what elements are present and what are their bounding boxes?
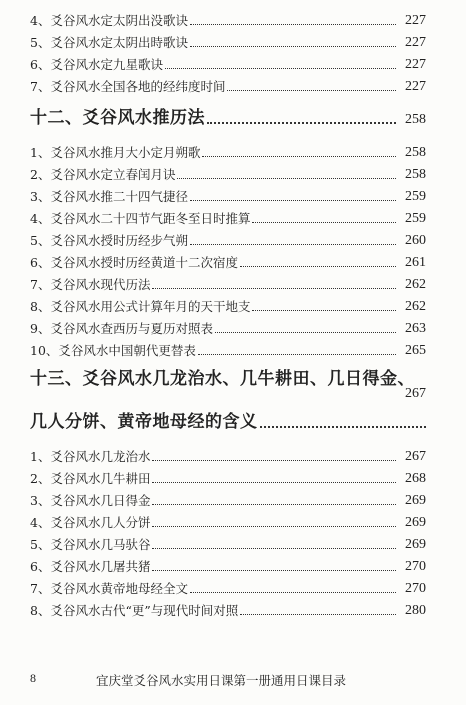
entry-page: 270 bbox=[405, 581, 426, 596]
leader-dots bbox=[190, 243, 396, 245]
entry-title: 10、爻谷风水中国朝代更替表 bbox=[30, 343, 196, 358]
entry-page: 269 bbox=[405, 493, 426, 508]
leader-dots bbox=[152, 503, 396, 505]
entry-title: 3、爻谷风水推二十四气捷径 bbox=[30, 189, 188, 204]
entry-page: 258 bbox=[405, 145, 426, 160]
leader-dots bbox=[190, 591, 396, 593]
section-title-line2: 几人分饼、黄帝地母经的含义 bbox=[30, 412, 258, 432]
leader-dots bbox=[227, 89, 396, 91]
section-title-line2-row bbox=[30, 408, 426, 432]
entry-title: 4、爻谷风水二十四节气距冬至日时推算 bbox=[30, 211, 251, 226]
toc-entry bbox=[30, 532, 426, 552]
leader-dots bbox=[198, 353, 396, 355]
entry-title: 8、爻谷风水古代“更”与现代时间对照 bbox=[30, 603, 239, 618]
entry-page: 259 bbox=[405, 211, 426, 226]
toc-entry bbox=[30, 250, 426, 270]
toc-entry bbox=[30, 488, 426, 508]
entry-page: 265 bbox=[405, 343, 426, 358]
leader-dots bbox=[152, 569, 396, 571]
section-title-line1: 十三、爻谷风水几龙治水、几牛耕田、几日得金、 bbox=[30, 369, 415, 389]
toc-entry bbox=[30, 554, 426, 574]
entry-title: 5、爻谷风水授时历经步气朔 bbox=[30, 233, 188, 248]
toc-entry bbox=[30, 510, 426, 530]
leader-dots bbox=[152, 459, 396, 461]
entry-page: 262 bbox=[405, 277, 426, 292]
toc-entry bbox=[30, 294, 426, 314]
entry-title: 6、爻谷风水定九星歌诀 bbox=[30, 57, 163, 72]
entry-title: 3、爻谷风水几日得金 bbox=[30, 493, 151, 508]
leader-dots bbox=[152, 525, 396, 527]
entry-title: 8、爻谷风水用公式计算年月的天干地支 bbox=[30, 299, 251, 314]
entry-page: 227 bbox=[405, 35, 426, 50]
toc-entry bbox=[30, 162, 426, 182]
leader-dots bbox=[152, 547, 396, 549]
section-title: 十二、爻谷风水推历法 bbox=[30, 108, 205, 128]
leader-dots bbox=[215, 331, 396, 333]
entry-title: 5、爻谷风水几马驮谷 bbox=[30, 537, 151, 552]
entry-title: 1、爻谷风水推月大小定月朔歌 bbox=[30, 145, 201, 160]
toc-entry bbox=[30, 140, 426, 160]
section-heading bbox=[30, 104, 426, 128]
entry-title: 5、爻谷风水定太阴出時歌诀 bbox=[30, 35, 188, 50]
toc-entry bbox=[30, 338, 426, 358]
page-number: 8 bbox=[30, 671, 36, 685]
entry-title: 7、爻谷风水现代历法 bbox=[30, 277, 151, 292]
entry-title: 7、爻谷风水全国各地的经纬度时间 bbox=[30, 79, 226, 94]
entry-page: 227 bbox=[405, 79, 426, 94]
leader-dots bbox=[202, 155, 396, 157]
toc-entry bbox=[30, 272, 426, 292]
leader-dots bbox=[240, 265, 396, 267]
toc-entry bbox=[30, 8, 426, 28]
leader-dots bbox=[240, 613, 396, 615]
leader-dots bbox=[165, 67, 396, 69]
leader-dots bbox=[252, 221, 396, 223]
entry-title: 1、爻谷风水几龙治水 bbox=[30, 449, 151, 464]
entry-page: 280 bbox=[405, 603, 426, 618]
toc-entry bbox=[30, 184, 426, 204]
entry-page: 260 bbox=[405, 233, 426, 248]
leader-dots bbox=[152, 481, 396, 483]
toc-entry bbox=[30, 466, 426, 486]
entry-title: 6、爻谷风水几屠共猪 bbox=[30, 559, 151, 574]
toc-entry bbox=[30, 316, 426, 336]
running-title: 宜庆堂爻谷风水实用日课第一册通用日课目录 bbox=[96, 673, 347, 688]
entry-page: 227 bbox=[405, 13, 426, 28]
toc-entry bbox=[30, 74, 426, 94]
entry-page: 258 bbox=[405, 167, 426, 182]
toc-entry bbox=[30, 444, 426, 464]
toc-entry bbox=[30, 598, 426, 618]
leader-dots bbox=[190, 199, 396, 201]
leader-dots bbox=[190, 45, 396, 47]
entry-page: 269 bbox=[405, 537, 426, 552]
entry-page: 269 bbox=[405, 515, 426, 530]
entry-page: 267 bbox=[405, 449, 426, 464]
entry-page: 227 bbox=[405, 57, 426, 72]
entry-title: 9、爻谷风水查西历与夏历对照表 bbox=[30, 321, 213, 336]
entry-page: 259 bbox=[405, 189, 426, 204]
leader-dots bbox=[152, 287, 396, 289]
leader-dots bbox=[207, 121, 396, 124]
toc-entry bbox=[30, 228, 426, 248]
leader-dots bbox=[252, 309, 396, 311]
entry-page: 261 bbox=[405, 255, 426, 270]
entry-page: 270 bbox=[405, 559, 426, 574]
entry-page: 268 bbox=[405, 471, 426, 486]
section-page: 267 bbox=[405, 386, 426, 401]
leader-dots bbox=[190, 23, 396, 25]
entry-title: 7、爻谷风水黄帝地母经全文 bbox=[30, 581, 188, 596]
toc-entry bbox=[30, 52, 426, 72]
entry-title: 2、爻谷风水几牛耕田 bbox=[30, 471, 151, 486]
toc-entry bbox=[30, 30, 426, 50]
entry-page: 262 bbox=[405, 299, 426, 314]
entry-page: 263 bbox=[405, 321, 426, 336]
leader-dots bbox=[260, 425, 427, 428]
leader-dots bbox=[177, 177, 396, 179]
entry-title: 4、爻谷风水几人分饼 bbox=[30, 515, 151, 530]
entry-title: 4、爻谷风水定太阴出没歌诀 bbox=[30, 13, 188, 28]
entry-title: 6、爻谷风水授时历经黄道十二次宿度 bbox=[30, 255, 238, 270]
entry-title: 2、爻谷风水定立春闰月诀 bbox=[30, 167, 176, 182]
toc-entry bbox=[30, 576, 426, 596]
section-page: 258 bbox=[405, 112, 426, 127]
toc-entry bbox=[30, 206, 426, 226]
